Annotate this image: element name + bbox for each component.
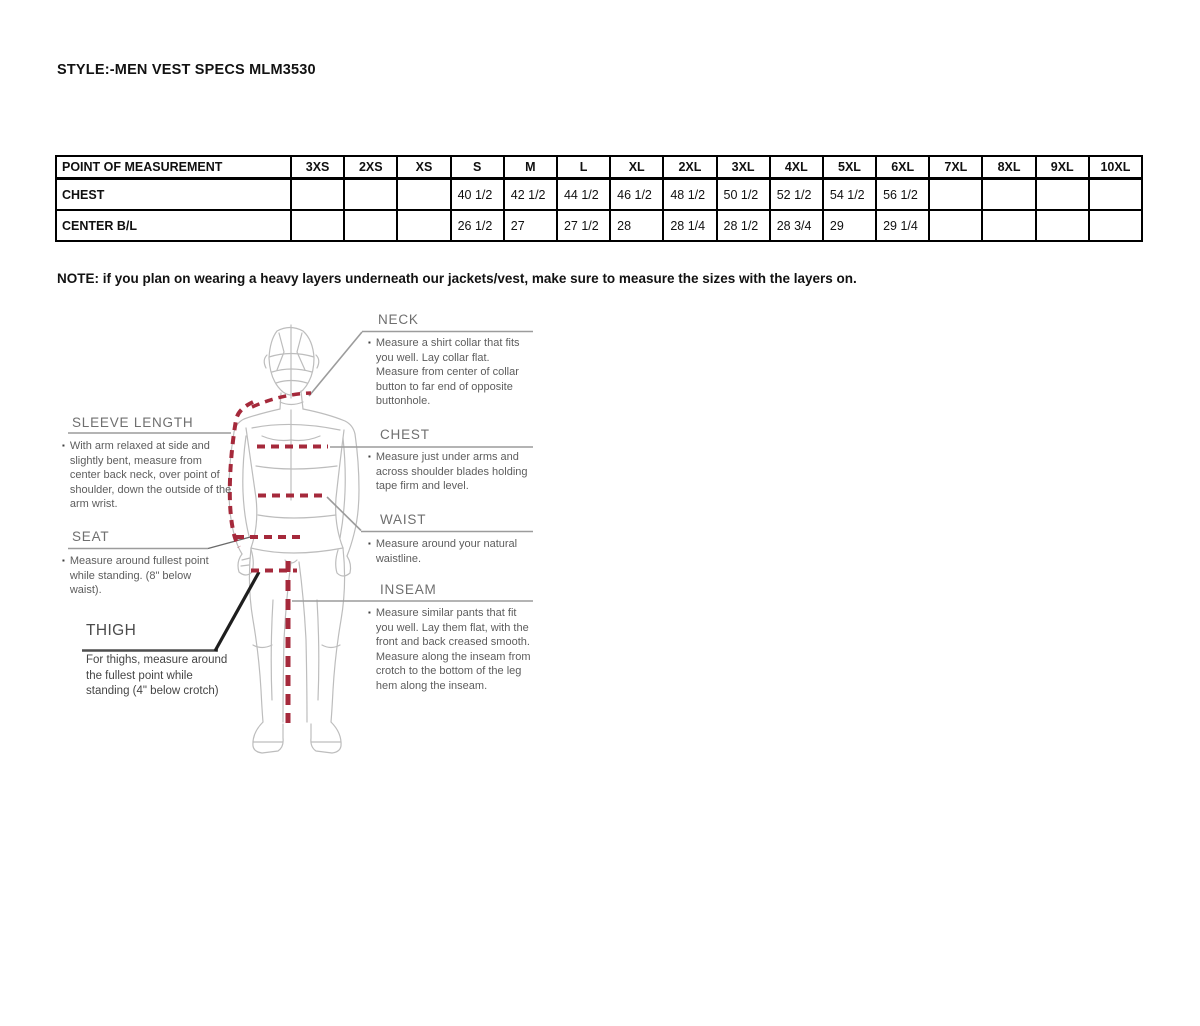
column-header: 5XL bbox=[823, 156, 876, 179]
table-cell: 27 bbox=[504, 210, 557, 241]
table-header-row bbox=[56, 156, 1142, 179]
column-header: XS bbox=[397, 156, 450, 179]
table-cell: 29 bbox=[823, 210, 876, 241]
inseam-section-title: INSEAM bbox=[380, 582, 437, 597]
chest-section-text bbox=[368, 450, 533, 494]
column-header: L bbox=[557, 156, 610, 179]
inseam-section-text bbox=[368, 606, 534, 693]
table-cell bbox=[344, 210, 397, 241]
table-cell bbox=[397, 179, 450, 211]
table-cell bbox=[291, 210, 344, 241]
table-cell: 40 1/2 bbox=[451, 179, 504, 211]
inseam-description: Measure similar pants that fit you well. Lay them flat, with the front and back creased smooth. Measure along the inseam from crotch to the bottom of the leg hem along the inseam. bbox=[375, 607, 531, 692]
table-cell: 27 1/2 bbox=[557, 210, 610, 241]
seat-description: Measure around fullest point while standing. (8" below waist). bbox=[69, 555, 209, 597]
thigh-leader-line bbox=[215, 572, 259, 651]
waist-description: Measure around your natural waistline. bbox=[375, 538, 518, 565]
thigh-description: For thighs, measure around the fullest point while standing (4" below crotch) bbox=[86, 654, 228, 698]
column-header: M bbox=[504, 156, 557, 179]
sleeve-measure-line bbox=[230, 402, 253, 547]
row-label: CENTER B/L bbox=[56, 210, 291, 241]
thigh-section-text bbox=[86, 653, 236, 700]
table-cell bbox=[982, 210, 1035, 241]
column-header: 3XL bbox=[717, 156, 770, 179]
table-cell bbox=[929, 210, 982, 241]
table-cell bbox=[291, 179, 344, 211]
bullet-icon: ▪ bbox=[62, 441, 65, 450]
table-cell bbox=[344, 179, 397, 211]
sleeve-length-section-title: SLEEVE LENGTH bbox=[72, 415, 194, 430]
table-cell: 56 1/2 bbox=[876, 179, 929, 211]
thigh-section-title: THIGH bbox=[86, 622, 137, 639]
table-cell bbox=[982, 179, 1035, 211]
column-header: POINT OF MEASUREMENT bbox=[56, 156, 291, 179]
column-header: S bbox=[451, 156, 504, 179]
waist-section-title: WAIST bbox=[380, 512, 427, 527]
bullet-icon: ▪ bbox=[368, 608, 371, 617]
bullet-icon: ▪ bbox=[368, 539, 371, 548]
column-header: XL bbox=[610, 156, 663, 179]
column-header: 2XL bbox=[663, 156, 716, 179]
column-header: 8XL bbox=[982, 156, 1035, 179]
column-header: 10XL bbox=[1089, 156, 1142, 179]
table-row-center-bl bbox=[56, 210, 1142, 241]
size-spec-table bbox=[55, 155, 1143, 242]
table-cell: 54 1/2 bbox=[823, 179, 876, 211]
neck-description: Measure a shirt collar that fits you well. Lay collar flat. Measure from center of collar button to far end of opposite buttonhole. bbox=[375, 337, 520, 408]
waist-section-text bbox=[368, 537, 528, 566]
bullet-icon: ▪ bbox=[368, 338, 371, 347]
table-cell bbox=[1036, 210, 1089, 241]
column-header: 7XL bbox=[929, 156, 982, 179]
bullet-icon: ▪ bbox=[368, 452, 371, 461]
seat-section-text bbox=[62, 554, 220, 598]
table-cell bbox=[1089, 179, 1142, 211]
measurement-diagram bbox=[0, 300, 640, 780]
neck-section-text bbox=[368, 336, 530, 409]
table-cell: 42 1/2 bbox=[504, 179, 557, 211]
table-cell bbox=[1036, 179, 1089, 211]
table-cell bbox=[929, 179, 982, 211]
table-cell: 28 1/4 bbox=[663, 210, 716, 241]
page-title: STYLE:-MEN VEST SPECS MLM3530 bbox=[57, 62, 316, 78]
table-cell: 26 1/2 bbox=[451, 210, 504, 241]
column-header: 9XL bbox=[1036, 156, 1089, 179]
bullet-icon: ▪ bbox=[62, 556, 65, 565]
table-cell bbox=[1089, 210, 1142, 241]
table-row-chest bbox=[56, 179, 1142, 211]
chest-section-title: CHEST bbox=[380, 427, 430, 442]
note-text: NOTE: if you plan on wearing a heavy layers underneath our jackets/vest, make sure to measure the sizes with the layers on. bbox=[57, 271, 857, 286]
chest-description: Measure just under arms and across shoulder blades holding tape firm and level. bbox=[375, 451, 528, 493]
column-header: 4XL bbox=[770, 156, 823, 179]
column-header: 6XL bbox=[876, 156, 929, 179]
column-header: 2XS bbox=[344, 156, 397, 179]
table-cell: 28 bbox=[610, 210, 663, 241]
table-cell: 52 1/2 bbox=[770, 179, 823, 211]
table-cell: 50 1/2 bbox=[717, 179, 770, 211]
column-header: 3XS bbox=[291, 156, 344, 179]
neck-leader-line bbox=[309, 332, 362, 396]
row-label: CHEST bbox=[56, 179, 291, 211]
table-cell: 48 1/2 bbox=[663, 179, 716, 211]
table-cell: 28 1/2 bbox=[717, 210, 770, 241]
sleeve-length-section-text bbox=[62, 439, 232, 512]
seat-leader-line bbox=[208, 536, 254, 549]
seat-section-title: SEAT bbox=[72, 529, 110, 544]
table-cell bbox=[397, 210, 450, 241]
table-cell: 29 1/4 bbox=[876, 210, 929, 241]
neck-section-title: NECK bbox=[378, 312, 419, 327]
table-cell: 28 3/4 bbox=[770, 210, 823, 241]
measurement-lines bbox=[230, 393, 328, 723]
table-cell: 46 1/2 bbox=[610, 179, 663, 211]
table-cell: 44 1/2 bbox=[557, 179, 610, 211]
sleeve-length-description: With arm relaxed at side and slightly bent, measure from center back neck, over point of shoulder, down the outside of the arm wrist. bbox=[69, 440, 232, 511]
